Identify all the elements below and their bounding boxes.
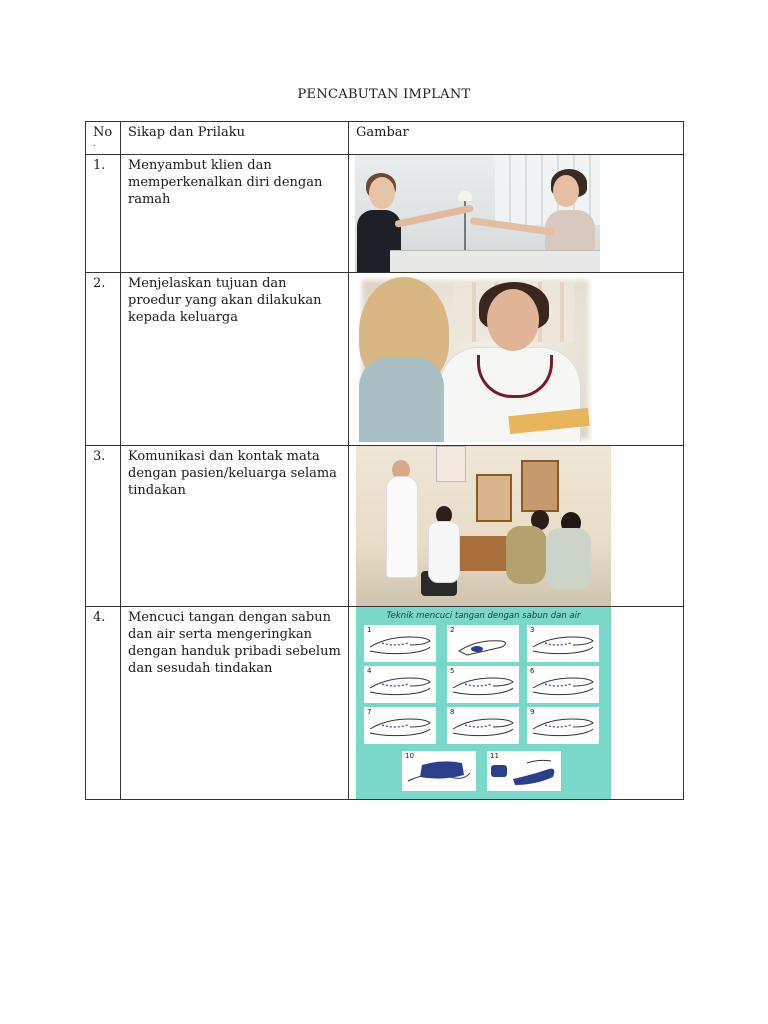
header-no-cell bbox=[86, 122, 121, 155]
header-no-dot: . bbox=[93, 139, 96, 148]
handwash-step-8 bbox=[447, 707, 519, 744]
row-number: 2. bbox=[93, 276, 106, 291]
handwash-step-1 bbox=[364, 625, 436, 662]
header-gambar: Gambar bbox=[356, 125, 409, 140]
hands-icon bbox=[447, 625, 519, 662]
clinic-communication-image bbox=[356, 446, 611, 606]
handwash-step-number: 8 bbox=[450, 708, 455, 716]
handwashing-steps-image bbox=[356, 607, 611, 799]
handwash-step-number: 9 bbox=[530, 708, 535, 716]
row-description: Menyambut klien dan memperkenalkan diri dengan ramah bbox=[128, 158, 323, 207]
table-row bbox=[86, 446, 684, 607]
handwash-step-number: 6 bbox=[530, 667, 535, 675]
header-sikap-cell bbox=[121, 122, 349, 155]
handwash-step-7 bbox=[364, 707, 436, 744]
header-sikap: Sikap dan Prilaku bbox=[128, 125, 245, 140]
handwash-step-number: 2 bbox=[450, 626, 455, 634]
row-number: 1. bbox=[93, 158, 106, 173]
row-description: Mencuci tangan dengan sabun dan air serta mengeringkan dengan handuk pribadi sebelum dan sesudah tindakan bbox=[128, 610, 341, 676]
table-header-row bbox=[86, 122, 684, 155]
header-gambar-cell bbox=[349, 122, 684, 155]
procedure-table bbox=[85, 121, 684, 800]
handwash-step-number: 1 bbox=[367, 626, 372, 634]
hands-icon bbox=[527, 666, 599, 703]
document-title: PENCABUTAN IMPLANT bbox=[297, 87, 471, 102]
hands-icon bbox=[364, 666, 436, 703]
handwash-step-number: 10 bbox=[405, 752, 414, 760]
hands-icon bbox=[527, 707, 599, 744]
handwash-step-number: 5 bbox=[450, 667, 455, 675]
table-row bbox=[86, 155, 684, 273]
doctor-consultation-image bbox=[359, 277, 592, 442]
hands-icon bbox=[527, 625, 599, 662]
handwash-step-number: 7 bbox=[367, 708, 372, 716]
header-no: No bbox=[93, 125, 113, 140]
handwash-step-6 bbox=[527, 666, 599, 703]
handwash-step-9 bbox=[527, 707, 599, 744]
row-description: Menjelaskan tujuan dan proedur yang akan dilakukan kepada keluarga bbox=[128, 276, 322, 325]
handwash-step-5 bbox=[447, 666, 519, 703]
handwash-step-2 bbox=[447, 625, 519, 662]
handwash-step-3 bbox=[527, 625, 599, 662]
handwash-step-4 bbox=[364, 666, 436, 703]
table-row bbox=[86, 273, 684, 446]
hands-icon bbox=[447, 707, 519, 744]
handshake-image bbox=[355, 155, 600, 272]
handwashing-caption: Teknik mencuci tangan dengan sabun dan air bbox=[386, 611, 581, 621]
handwash-step-number: 11 bbox=[490, 752, 499, 760]
row-number: 4. bbox=[93, 610, 106, 625]
table-row bbox=[86, 607, 684, 800]
row-description: Komunikasi dan kontak mata dengan pasien/keluarga selama tindakan bbox=[128, 449, 337, 498]
hands-icon bbox=[364, 625, 436, 662]
handwash-step-number: 4 bbox=[367, 667, 372, 675]
row-number: 3. bbox=[93, 449, 106, 464]
hands-icon bbox=[447, 666, 519, 703]
hands-icon bbox=[364, 707, 436, 744]
handwash-step-10 bbox=[402, 751, 476, 791]
handwash-step-11 bbox=[487, 751, 561, 791]
handwash-step-number: 3 bbox=[530, 626, 535, 634]
